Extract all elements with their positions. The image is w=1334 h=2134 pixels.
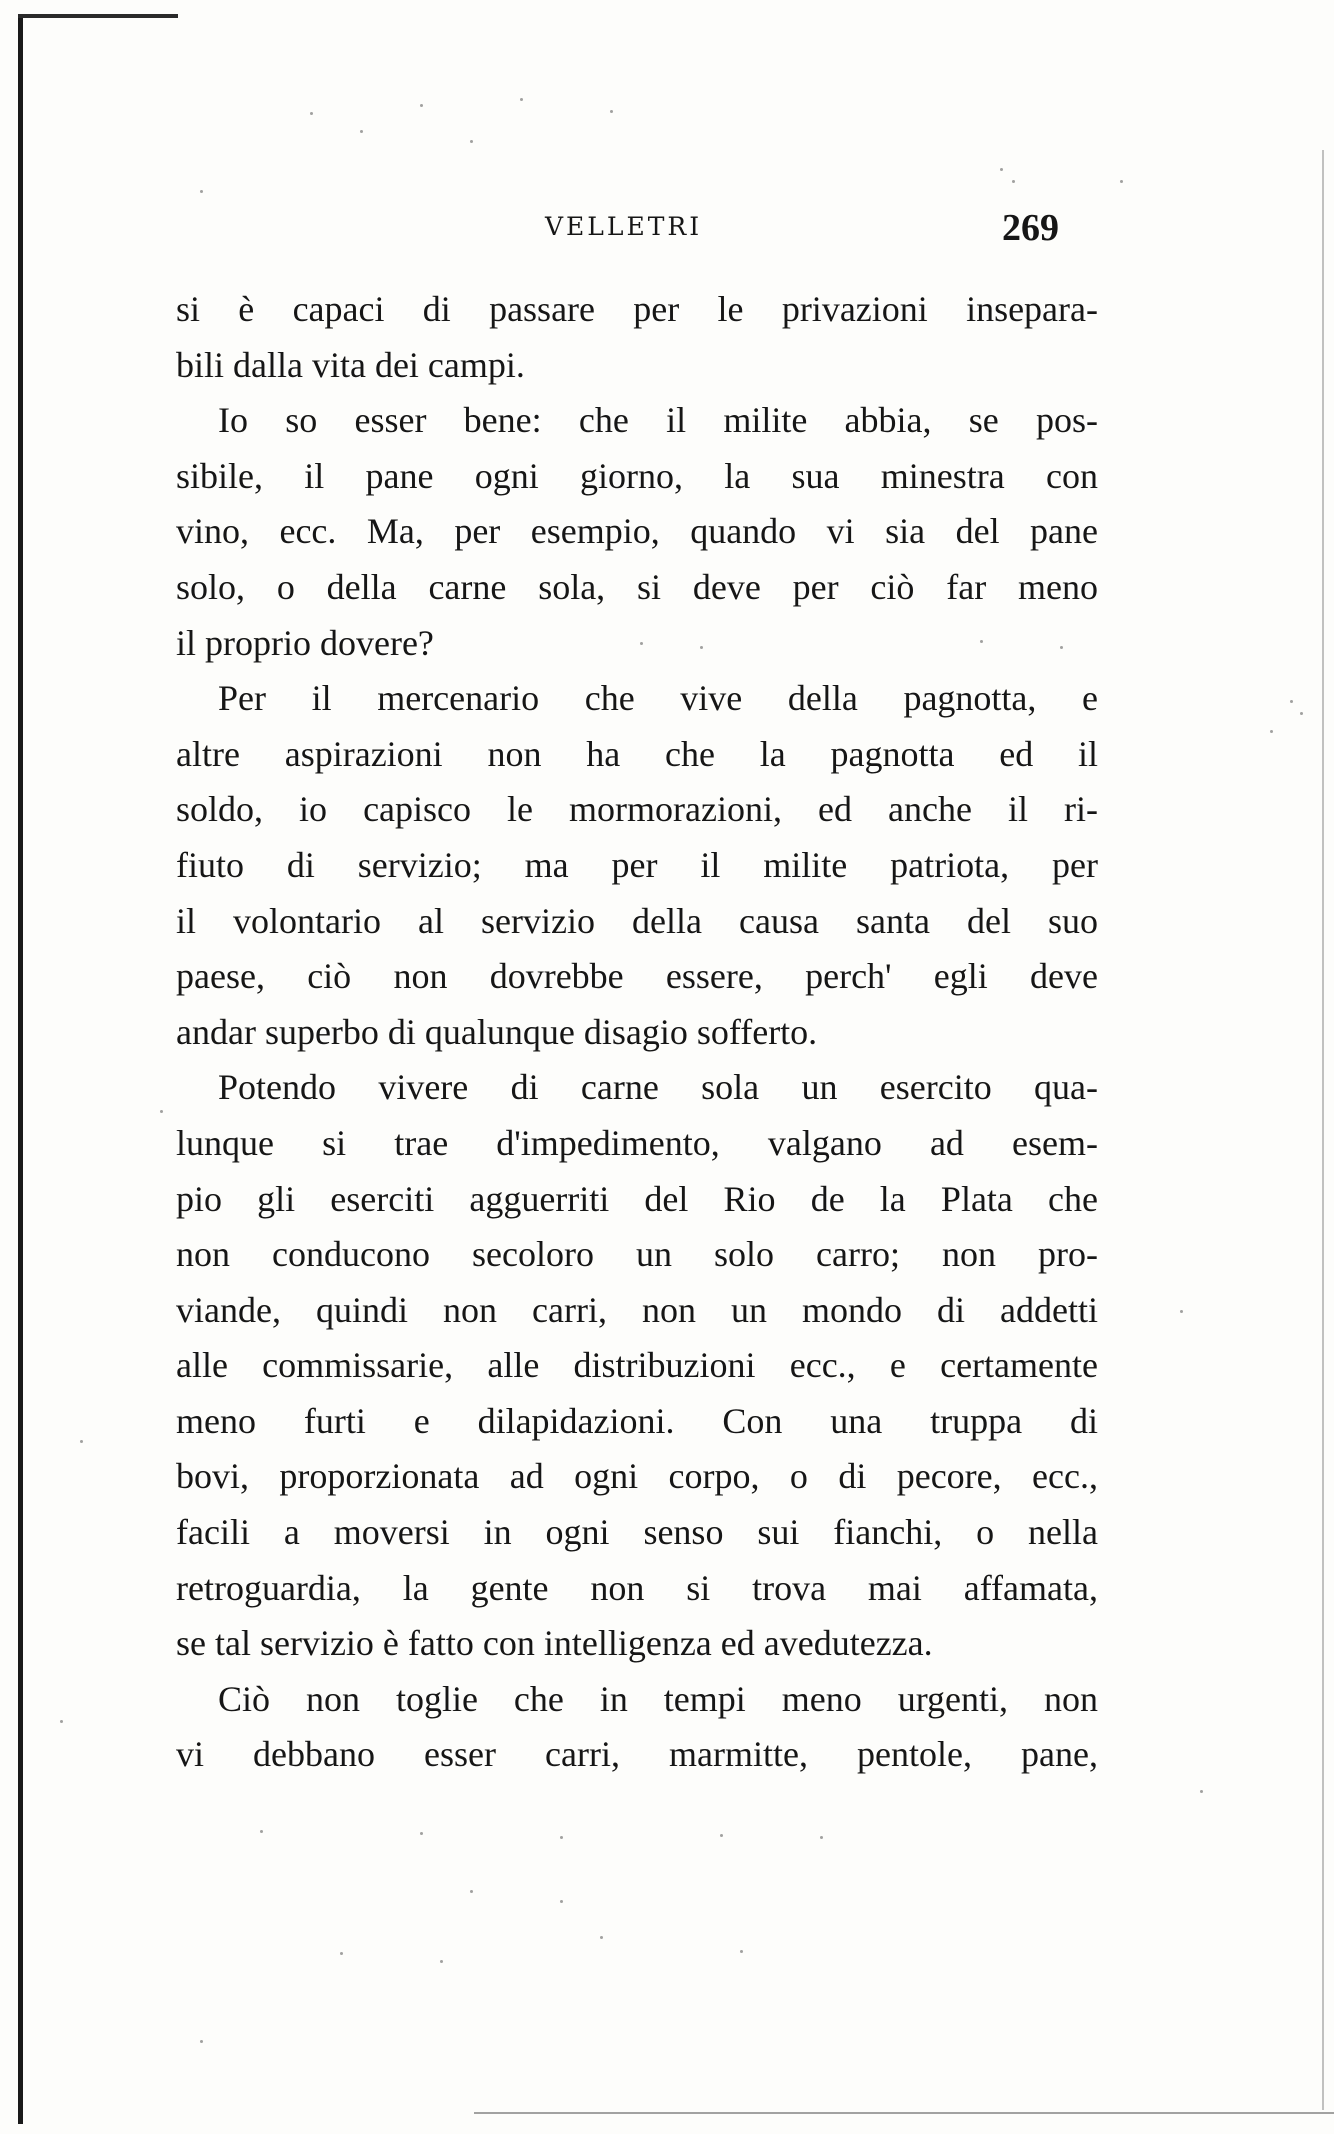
text-line: viande, quindi non carri, non un mondo di addetti — [176, 1289, 1098, 1330]
text-line: si è capaci di passare per le privazioni insepara- — [176, 289, 1098, 329]
text-line: retroguardia, la gente non si trova mai affamata, — [176, 1567, 1098, 1608]
page-edge-bottom — [474, 2112, 1334, 2114]
text-line: andar superbo di qualunque disagio sofferto. — [176, 1011, 818, 1052]
text-line: sibile, il pane ogni giorno, la sua minestra con — [176, 455, 1098, 496]
text-line: meno furti e dilapidazioni. Con una truppa di — [176, 1400, 1098, 1441]
text-line: bovi, proporzionata ad ogni corpo, o di pecore, ecc., — [176, 1456, 1098, 1497]
text-line: vino, ecc. Ma, per esempio, quando vi sia del pane — [176, 511, 1098, 552]
text-line: alle commissarie, alle distribuzioni ecc., e certamente — [176, 1345, 1098, 1386]
text-line: altre aspirazioni non ha che la pagnotta ed il — [176, 733, 1098, 774]
page-edge-top — [18, 14, 178, 18]
text-line: non conducono secoloro un solo carro; non pro- — [176, 1234, 1098, 1275]
text-line: pio gli eserciti agguerriti del Rio de la Plata che — [176, 1178, 1098, 1219]
text-line: Potendo vivere di carne sola un esercito qua- — [218, 1067, 1098, 1108]
text-line: lunque si trae d'impedimento, valgano ad esem- — [176, 1122, 1098, 1163]
text-line: Per il mercenario che vive della pagnotta, e — [218, 678, 1098, 719]
text-line: facili a moversi in ogni senso sui fianchi, o nella — [176, 1512, 1098, 1553]
page-edge-right — [1322, 150, 1324, 2110]
text-line: se tal servizio è fatto con intelligenza ed avedutezza. — [176, 1623, 933, 1664]
text-line: fiuto di servizio; ma per il milite patriota, per — [176, 844, 1098, 885]
text-line: il volontario al servizio della causa santa del suo — [176, 900, 1098, 941]
body-text — [176, 282, 1098, 1783]
page-number: 269 — [1002, 207, 1059, 249]
text-line: solo, o della carne sola, si deve per ciò far meno — [176, 566, 1098, 607]
text-line: soldo, io capisco le mormorazioni, ed anche il ri- — [176, 789, 1098, 830]
text-line: il proprio dovere? — [176, 622, 434, 663]
text-line: Ciò non toglie che in tempi meno urgenti, non — [218, 1678, 1098, 1719]
text-line: bili dalla vita dei campi. — [176, 344, 525, 385]
text-line: Io so esser bene: che il milite abbia, se pos- — [218, 400, 1098, 441]
text-line: vi debbano esser carri, marmitte, pentole, pane, — [176, 1734, 1098, 1775]
running-head: VELLETRI — [545, 212, 703, 241]
page-header — [0, 207, 1334, 252]
page-edge-left — [18, 14, 23, 2124]
text-line: paese, ciò non dovrebbe essere, perch' egli deve — [176, 956, 1098, 997]
